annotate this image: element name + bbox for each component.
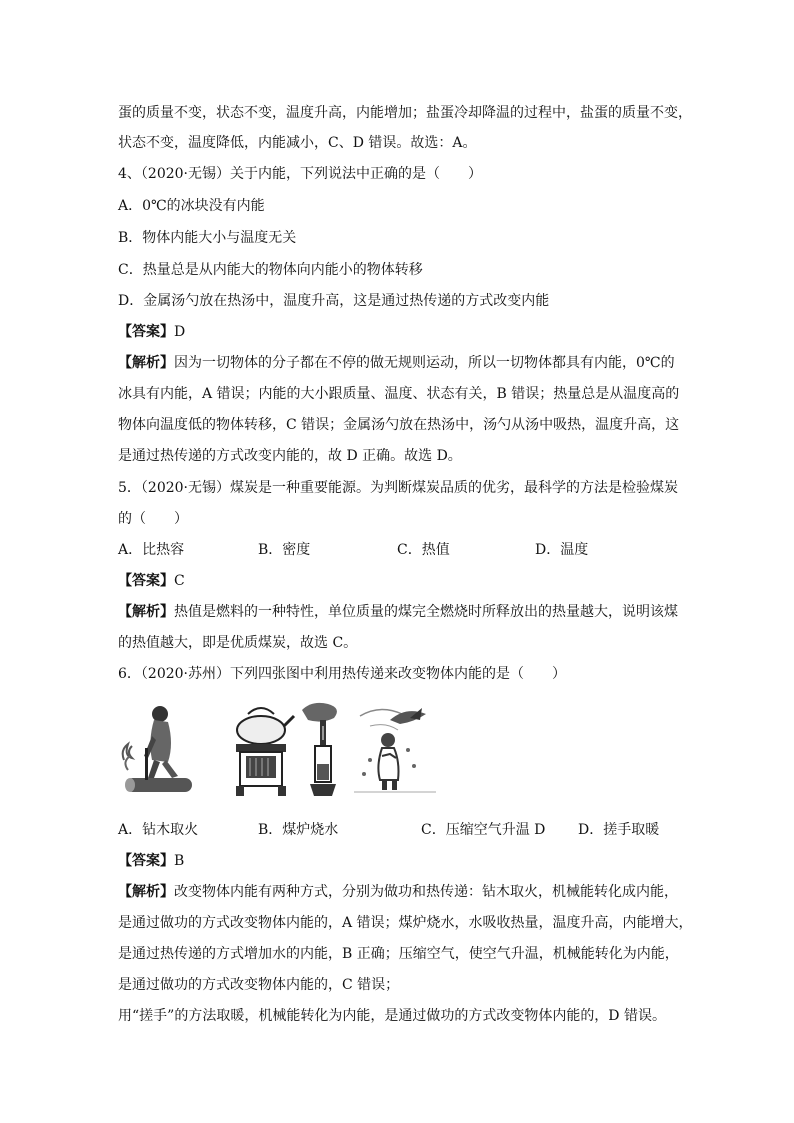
answer-value: C — [174, 573, 185, 589]
explanation-tag: 【解析】 — [118, 604, 174, 620]
option-b: B．物体内能大小与温度无关 — [118, 230, 297, 246]
option-c: C．压缩空气升温 D — [421, 822, 546, 838]
option-a: A．0℃的冰块没有内能 — [118, 198, 265, 214]
text-line: 状态不变，温度降低，内能减小，C、D 错误。故选：A。 — [118, 135, 477, 151]
question-6-figures — [118, 700, 448, 800]
text-line: 蛋的质量不变，状态不变，温度升高，内能增加；盐蛋冷却降温的过程中，盐蛋的质量不变， — [118, 105, 692, 121]
option-c: C．热量总是从内能大的物体向内能小的物体转移 — [118, 262, 423, 278]
explanation-line — [118, 882, 678, 902]
explanation-line: 的热值越大，即是优质煤炭，故选 C。 — [118, 635, 358, 651]
explanation-line: 是通过做功的方式改变物体内能的，C 错误； — [118, 977, 400, 993]
coal-stove-kettle-illustration — [226, 700, 296, 800]
answer-line — [118, 571, 185, 591]
explanation-line: 是通过做功的方式改变物体内能的，A 错误；煤炉烧水，水吸收热量，温度升高，内能增大， — [118, 915, 693, 931]
explanation-text: 热值是燃料的一种特性，单位质量的煤完全燃烧时所释放出的热量越大，说明该煤 — [174, 604, 678, 620]
explanation-line: 冰具有内能，A 错误；内能的大小跟质量、温度、状态有关，B 错误；热量总是从温度高的 — [118, 386, 680, 402]
explanation-line: 用“搓手”的方法取暖，机械能转化为内能，是通过做功的方式改变物体内能的，D 错误。 — [118, 1008, 666, 1024]
answer-tag: 【答案】 — [118, 853, 174, 869]
answer-value: D — [174, 324, 186, 340]
explanation-tag: 【解析】 — [118, 355, 174, 371]
drilling-fire-illustration — [118, 700, 198, 800]
air-compression-illustration — [298, 700, 348, 800]
answer-line — [118, 322, 185, 342]
option-c: C．热值 — [397, 542, 450, 558]
option-b: B．密度 — [258, 542, 311, 558]
option-d: D．金属汤勺放在热汤中，温度升高，这是通过热传递的方式改变内能 — [118, 293, 550, 309]
question-4: 4、（2020·无锡）关于内能，下列说法中正确的是（ ） — [118, 166, 482, 182]
option-a: A．钻木取火 — [118, 822, 199, 838]
answer-tag: 【答案】 — [118, 573, 174, 589]
question-5-cont: 的（ ） — [118, 511, 188, 527]
option-d: D．温度 — [535, 542, 589, 558]
explanation-line — [118, 353, 675, 373]
explanation-line: 是通过热传递的方式改变内能的，故 D 正确。故选 D。 — [118, 448, 462, 464]
answer-tag: 【答案】 — [118, 324, 174, 340]
question-6: 6．（2020·苏州）下列四张图中利用热传递来改变物体内能的是（ ） — [118, 666, 566, 682]
explanation-text: 因为一切物体的分子都在不停的做无规则运动，所以一切物体都具有内能，0℃的 — [174, 355, 675, 371]
answer-line — [118, 851, 184, 871]
answer-value: B — [174, 853, 185, 869]
option-a: A．比热容 — [118, 542, 185, 558]
explanation-line — [118, 602, 678, 622]
option-b: B．煤炉烧水 — [258, 822, 339, 838]
explanation-line: 物体向温度低的物体转移，C 错误；金属汤勺放在热汤中，汤勺从汤中吸热，温度升高，这 — [118, 417, 680, 433]
explanation-tag: 【解析】 — [118, 884, 174, 900]
option-d: D．搓手取暖 — [578, 822, 660, 838]
explanation-line: 是通过热传递的方式增加水的内能，B 正确；压缩空气，使空气升温，机械能转化为内能， — [118, 946, 679, 962]
question-5: 5．（2020·无锡）煤炭是一种重要能源。为判断煤炭品质的优劣，最科学的方法是检验煤炭 — [118, 480, 678, 496]
explanation-text: 改变物体内能有两种方式，分别为做功和热传递：钻木取火，机械能转化成内能， — [174, 884, 678, 900]
rubbing-hands-illustration — [350, 700, 440, 800]
